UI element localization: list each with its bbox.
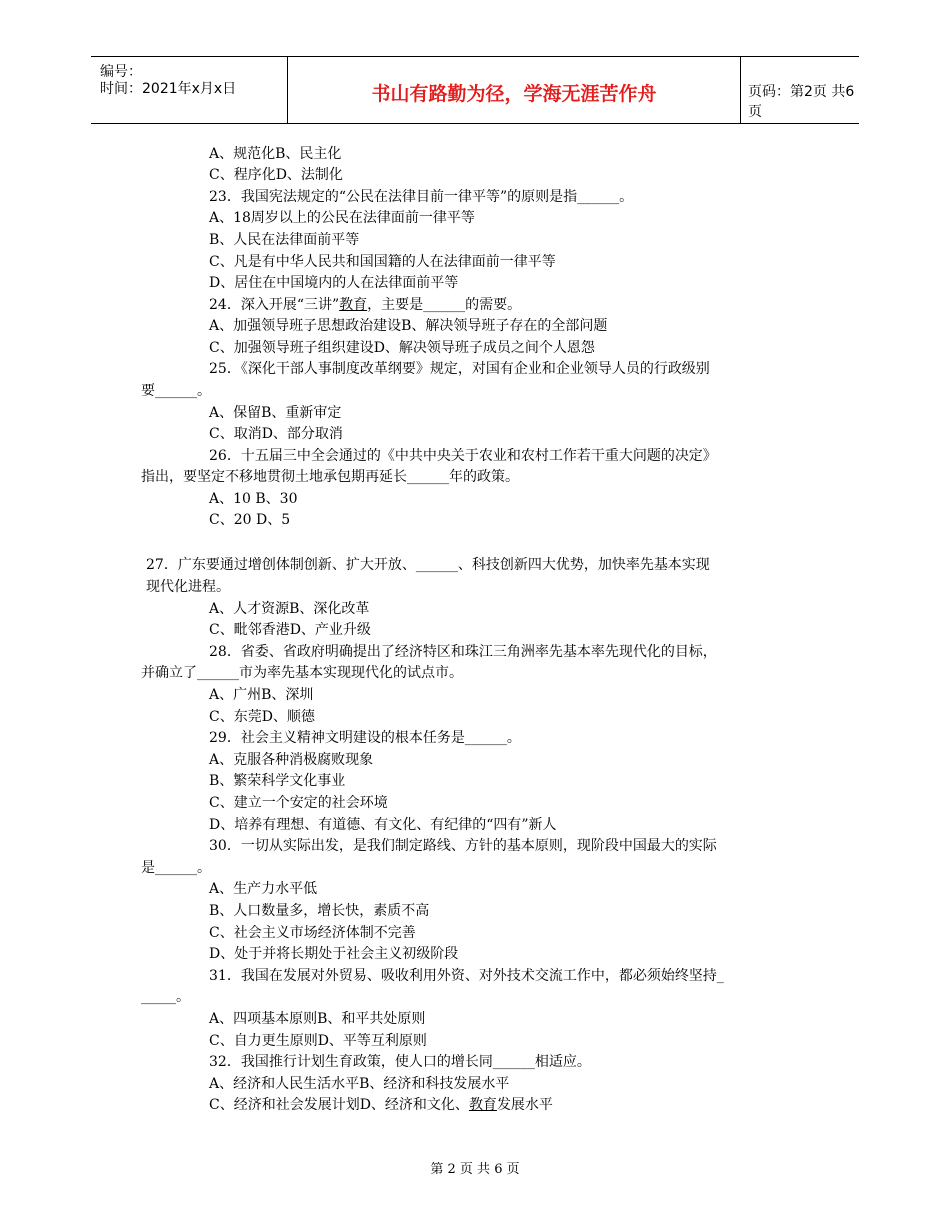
option-line: C、取消D、部分取消	[209, 426, 343, 442]
page-footer: 第 2 页 共 6 页	[430, 1162, 520, 1177]
question-line: 29．社会主义精神文明建设的根本任务是______。	[209, 730, 521, 746]
option-line: B、繁荣科学文化事业	[209, 773, 346, 789]
option-line: A、加强领导班子思想政治建设B、解决领导班子存在的全部问题	[209, 318, 608, 334]
option-line: B、人民在法律面前平等	[209, 232, 360, 248]
option-line: C、加强领导班子组织建设D、解决领导班子成员之间个人恩怨	[209, 340, 595, 356]
option-line: A、四项基本原则B、和平共处原则	[209, 1011, 426, 1027]
question-continuation: _____。	[141, 989, 190, 1005]
option-line: A、广州B、深圳	[209, 687, 314, 703]
option-line: A、克服各种消极腐败现象	[209, 752, 374, 768]
option-line: C、凡是有中华人民共和国国籍的人在法律面前一律平等	[209, 254, 556, 270]
question-line: 28．省委、省政府明确提出了经济特区和珠江三角洲率先基本率先现代化的目标，	[209, 644, 717, 660]
underlined-link-text[interactable]: 教育	[339, 297, 368, 313]
question-line: 23．我国宪法规定的“公民在法律目前一律平等”的原则是指______。	[209, 189, 634, 205]
question-line: 27．广东要通过增创体制创新、扩大开放、______、科技创新四大优势，加快率先基本实现	[146, 557, 710, 573]
option-line: B、人口数量多，增长快，素质不高	[209, 903, 430, 919]
option-line: A、人才资源B、深化改革	[209, 601, 370, 617]
time-label: 时间：2021年x月x日	[100, 81, 237, 97]
option-line: A、规范化B、民主化	[209, 146, 342, 162]
text-segment: C、经济和社会发展计划D、经济和文化、	[209, 1097, 469, 1113]
option-line: D、居住在中国境内的人在法律面前平等	[209, 275, 459, 291]
option-line: C、东莞D、顺德	[209, 709, 315, 725]
motto: 书山有路勤为径，学海无涯苦作舟	[371, 83, 657, 105]
option-line: C、社会主义市场经济体制不完善	[209, 925, 416, 941]
question-continuation: 现代化进程。	[146, 579, 230, 595]
option-line: C、20 D、5	[209, 512, 291, 528]
option-line: D、处于并将长期处于社会主义初级阶段	[209, 946, 459, 962]
question-line: 32．我国推行计划生育政策，使人口的增长同______相适应。	[209, 1054, 591, 1070]
number-label: 编号：	[100, 64, 142, 80]
option-line: A、生产力水平低	[209, 881, 318, 897]
page-header	[91, 56, 859, 124]
text-segment: 发展水平	[496, 1097, 553, 1113]
question-line: 26．十五届三中全会通过的《中共中央关于农业和农村工作若干重大问题的决定》	[209, 448, 717, 464]
page-info: 页码：第2页 共6页	[748, 84, 855, 120]
option-line: A、保留B、重新审定	[209, 405, 342, 421]
option-line	[209, 1096, 553, 1114]
question-continuation: 并确立了______市为率先基本实现现代化的试点市。	[141, 665, 463, 681]
header-motto-cell	[287, 57, 741, 123]
question-line	[209, 296, 521, 314]
option-line: C、建立一个安定的社会环境	[209, 795, 388, 811]
option-line: D、培养有理想、有道德、有文化、有纪律的“四有”新人	[209, 817, 557, 833]
question-line: 30．一切从实际出发，是我们制定路线、方针的基本原则，现阶段中国最大的实际	[209, 838, 717, 854]
question-line: 31．我国在发展对外贸易、吸收利用外资、对外技术交流工作中，都必须始终坚持_	[209, 968, 724, 984]
option-line: C、自力更生原则D、平等互利原则	[209, 1033, 427, 1049]
underlined-link-text[interactable]: 教育	[468, 1097, 497, 1113]
header-page-cell	[740, 57, 859, 123]
option-line: C、程序化D、法制化	[209, 167, 343, 183]
text-segment: 24．深入开展“三讲”	[209, 297, 340, 313]
text-segment: ，主要是______的需要。	[367, 297, 522, 313]
question-continuation: 是______。	[141, 860, 211, 876]
option-line: A、18周岁以上的公民在法律面前一律平等	[209, 210, 475, 226]
question-continuation: 要______。	[141, 383, 211, 399]
option-line: C、毗邻香港D、产业升级	[209, 622, 371, 638]
option-line: A、经济和人民生活水平B、经济和科技发展水平	[209, 1076, 510, 1092]
header-meta-cell	[91, 57, 287, 123]
question-line: 25．《深化干部人事制度改革纲要》规定，对国有企业和企业领导人员的行政级别	[209, 361, 710, 377]
option-line: A、10 B、30	[209, 491, 298, 507]
question-continuation: 指出，要坚定不移地贯彻土地承包期再延长______年的政策。	[141, 469, 519, 485]
